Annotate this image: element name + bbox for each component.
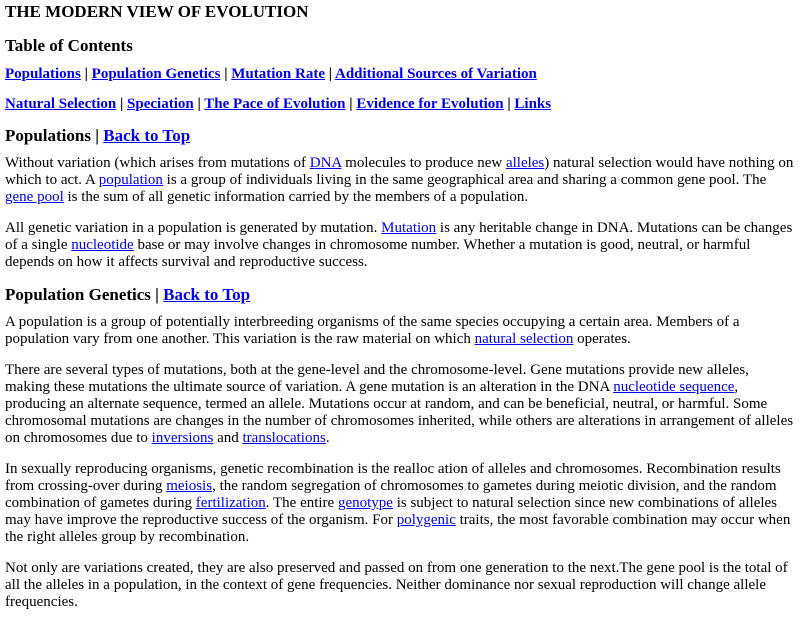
text-run: operates.	[573, 331, 631, 347]
text-run: There are several types of mutations, both at the gene-level and the chromosome-level. Gene mutations provide new alleles, making these mutations the ultimate source of variation. A gene mutation is an alteration in the DNA	[5, 362, 749, 395]
toc-separator: |	[325, 66, 335, 82]
text-run: molecules to produce new	[341, 155, 506, 171]
text-run: Without variation (which arises from mutations of	[5, 155, 310, 171]
toc-separator: |	[345, 96, 357, 112]
link-nucleotide-sequence[interactable]: nucleotide sequence	[613, 379, 735, 395]
text-run: is subject to natural selection since new combinations of alleles may have improve the reproductive success of the organism. For	[5, 495, 778, 528]
link-population[interactable]: population	[98, 172, 163, 188]
toc-link-evidence-for-evolution[interactable]: Evidence for Evolution	[356, 96, 504, 112]
link-nucleotide[interactable]: nucleotide	[71, 237, 134, 253]
text-run: traits, the most favorable combination may occur when the right alleles group by recombination.	[5, 512, 791, 545]
text-run: .	[325, 430, 330, 446]
toc-link-links[interactable]: Links	[514, 96, 552, 112]
toc-row-2	[5, 96, 795, 113]
toc-link-population-genetics[interactable]: Population Genetics	[91, 66, 221, 82]
paragraph	[5, 362, 795, 447]
toc-link-speciation[interactable]: Speciation	[127, 96, 194, 112]
toc-separator: |	[503, 96, 515, 112]
toc-separator: |	[116, 96, 128, 112]
paragraph	[5, 220, 795, 271]
text-run: , producing an alternate sequence, termed an allele. Mutations occur at random, and can be beneficial, neutral, or harmful. Some chromosomal mutations are changes in the number of chromosomes inherited, while others are alterations in arrangement of alleles on chromosomes due to	[5, 379, 794, 446]
text-run: A population is a group of potentially interbreeding organisms of the same species occupying a certain area. Members of a population vary from one another. This variation is the raw material on which	[5, 314, 740, 347]
toc-separator: |	[80, 66, 92, 82]
text-run: is the sum of all genetic information carried by the members of a population.	[63, 189, 529, 205]
back-to-top-link[interactable]: Back to Top	[163, 285, 251, 304]
text-run: , the random segregation of chromosomes to gametes during meiotic division, and the random combination of gametes during	[5, 478, 777, 511]
link-gene-pool[interactable]: gene pool	[5, 189, 64, 205]
toc-heading: Table of Contents	[5, 36, 133, 55]
toc-link-mutation-rate[interactable]: Mutation Rate	[231, 66, 325, 82]
toc-row-1	[5, 66, 795, 83]
toc-separator: |	[193, 96, 205, 112]
link-fertilization[interactable]: fertilization	[195, 495, 266, 511]
text-run: In sexually reproducing organisms, genetic recombination is the realloc ation of alleles and chromosomes. Recombination results from crossing-over during	[5, 461, 781, 494]
table-of-contents	[5, 66, 795, 113]
heading-separator: |	[150, 285, 164, 304]
section-title: Population Genetics	[5, 285, 151, 304]
paragraph	[5, 155, 795, 206]
section-heading-population-genetics	[5, 285, 795, 305]
toc-link-additional-sources-of-variation[interactable]: Additional Sources of Variation	[334, 66, 537, 82]
link-polygenic[interactable]: polygenic	[396, 512, 456, 528]
document-page	[5, 2, 795, 611]
toc-link-populations[interactable]: Populations	[5, 66, 81, 82]
text-run: is any heritable change in DNA. Mutations can be changes of a single	[5, 220, 793, 253]
paragraph	[5, 314, 795, 348]
link-alleles[interactable]: alleles	[505, 155, 545, 171]
section-heading-populations	[5, 126, 795, 146]
content-sections	[5, 126, 795, 611]
toc-separator: |	[220, 66, 232, 82]
link-genotype[interactable]: genotype	[337, 495, 393, 511]
text-run: . The entire	[265, 495, 338, 511]
text-run: base or may involve changes in chromosome number. Whether a mutation is good, neutral, or harmful depends on how it affects survival and reproductive success.	[5, 237, 751, 270]
link-meiosis[interactable]: meiosis	[166, 478, 213, 494]
text-run: and	[213, 430, 243, 446]
text-run: ) natural selection would have nothing on which to act. A	[5, 155, 794, 188]
toc-link-the-pace-of-evolution[interactable]: The Pace of Evolution	[204, 96, 346, 112]
link-dna[interactable]: DNA	[309, 155, 342, 171]
toc-link-natural-selection[interactable]: Natural Selection	[5, 96, 117, 112]
link-mutation[interactable]: Mutation	[381, 220, 437, 236]
link-translocations[interactable]: translocations	[242, 430, 326, 446]
link-natural-selection[interactable]: natural selection	[474, 331, 574, 347]
link-inversions[interactable]: inversions	[151, 430, 214, 446]
page-title: THE MODERN VIEW OF EVOLUTION	[5, 2, 309, 21]
back-to-top-link[interactable]: Back to Top	[103, 126, 191, 145]
text-run: is a group of individuals living in the same geographical area and sharing a common gene pool. The	[162, 172, 767, 188]
paragraph	[5, 461, 795, 546]
text-run: All genetic variation in a population is generated by mutation.	[5, 220, 382, 236]
text-run: Not only are variations created, they are also preserved and passed on from one generation to the next.The gene pool is the total of all the alleles in a population, in the context of gene frequencies. Neither dominance nor sexual reproduction will change allele frequencies.	[5, 560, 788, 610]
heading-separator: |	[90, 126, 104, 145]
section-title: Populations	[5, 126, 91, 145]
